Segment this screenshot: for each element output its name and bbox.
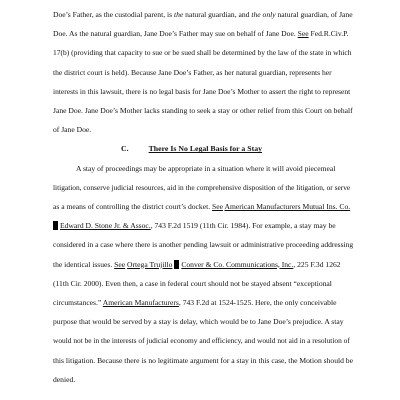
- section-letter: C.: [121, 144, 129, 154]
- paragraph-1-line-4: the district court is held). Because Jane Doe’s Father, as her natural guardian, represents her: [53, 67, 332, 77]
- case-name: Ortega Trujillo: [127, 259, 173, 269]
- paragraph-2-line-1: A stay of proceedings may be appropriate in a situation where it will avoid piecemeal: [76, 163, 336, 173]
- paragraph-2-line-5: considered in a case where there is another pending lawsuit or administrative proceeding addressing: [53, 240, 354, 250]
- paragraph-2-line-3: [53, 202, 353, 211]
- citation-signal: See: [212, 202, 223, 211]
- case-name: Conver & Co. Communications, Inc.: [181, 259, 294, 269]
- text-run: natural guardian, and: [183, 10, 252, 19]
- paragraph-2-line-8: [53, 298, 353, 307]
- case-name: American Manufacturers Mutual Ins. Co.: [224, 202, 351, 211]
- paragraph-1-line-7: of Jane Doe.: [53, 125, 92, 135]
- redaction-mark: [53, 221, 58, 230]
- italic-text: the: [173, 10, 184, 19]
- paragraph-2-line-7: (11th Cir. 2000). Even then, a case in federal court should not be stayed absent “exceptional: [53, 278, 332, 288]
- paragraph-2-line-2: litigation, conserve judicial resources, aid in the comprehensive disposition of the litigation, or serve: [53, 182, 351, 192]
- citation-signal: See: [297, 29, 309, 39]
- text-run: , 743 F.2d at 1524-1525. Here, the only conceivable: [178, 298, 337, 307]
- section-title: There Is No Legal Basis for a Stay: [148, 144, 263, 154]
- paragraph-1-line-6: Jane Doe. Jane Doe’s Mother lacks standing to seek a stay or other relief from this Court on behalf: [53, 106, 353, 115]
- text-run: the identical issues.: [53, 259, 115, 269]
- text-run: as a means of controlling the district court’s docket.: [53, 202, 213, 211]
- paragraph-1-line-2: [53, 29, 353, 38]
- text-run: Fed.R.Civ.P.: [308, 29, 349, 39]
- text-run: natural guardian, of Jane: [275, 10, 353, 19]
- paragraph-1-line-3: 17(b) (providing that capacity to sue or be sued shall be determined by the law of the state in which: [53, 48, 352, 58]
- paragraph-1-line-5: interests in this lawsuit, there is no legal basis for Jane Doe’s Mother to assert the right to represent: [53, 86, 351, 96]
- text-run: , 743 F.2d 1519 (11th Cir. 1984). For example, a stay may be: [150, 221, 336, 231]
- text-run: , 225 F.3d 1262: [293, 259, 341, 269]
- paragraph-2-line-6: [53, 260, 353, 269]
- text-run: circumstances.”: [53, 298, 103, 307]
- paragraph-1-line-1: [53, 10, 353, 19]
- paragraph-2-line-12: denied.: [53, 374, 76, 384]
- paragraph-2-line-11: this litigation. Because there is no legitimate argument for a stay in this case, the Motion should be: [53, 355, 353, 365]
- paragraph-2-line-4: [53, 221, 353, 230]
- paragraph-2-line-10: would not be in the interests of judicial economy and efficiency, and would not aid in a resolution of: [53, 336, 350, 346]
- section-heading: [121, 144, 262, 153]
- paragraph-2-line-9: purpose that would be served by a stay is delay, which would be to Jane Doe’s prejudice. A stay: [53, 317, 344, 327]
- citation-signal: See: [114, 259, 126, 269]
- text-run: Doe. As the natural guardian, Jane Doe’s Father may sue on behalf of Jane Doe.: [53, 29, 298, 39]
- case-name: Edward D. Stone Jr. & Assoc.: [60, 221, 151, 231]
- text-run: Doe’s Father, as the custodial parent, is: [53, 10, 174, 19]
- redaction-mark: [174, 260, 179, 269]
- italic-text: the only: [251, 10, 276, 19]
- case-name: American Manufacturers: [102, 298, 179, 307]
